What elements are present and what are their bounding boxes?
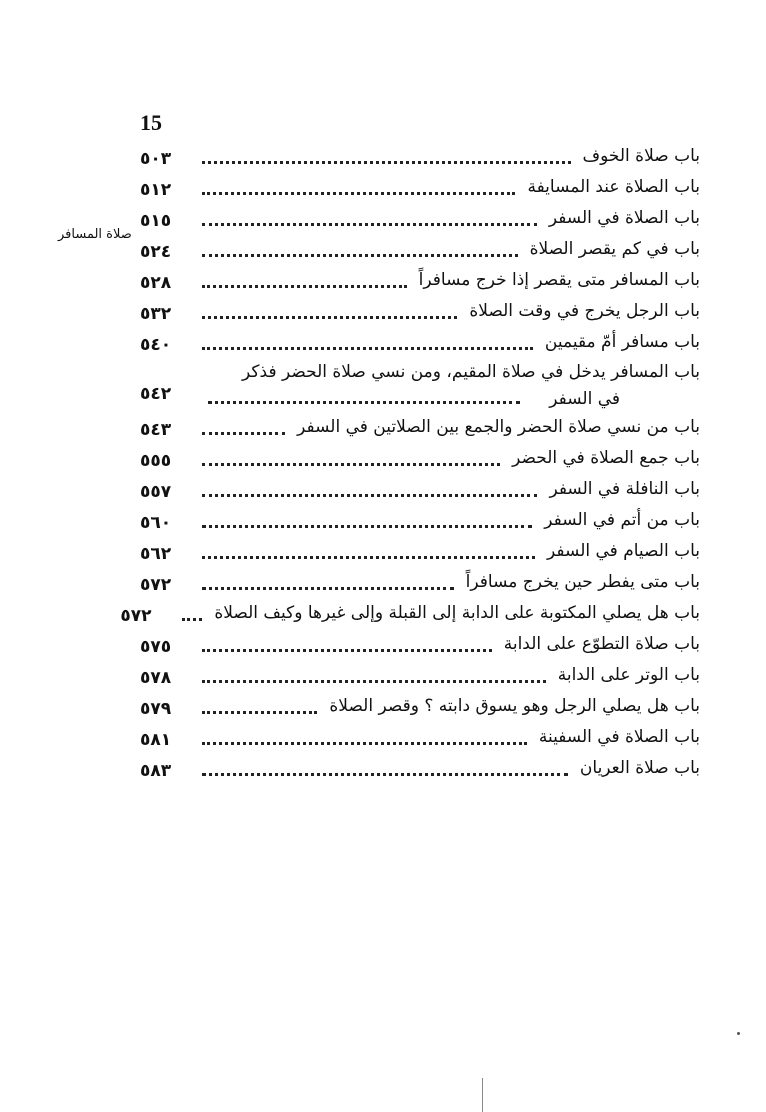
entry-title: باب صلاة العريان <box>579 758 700 778</box>
dot-leader <box>202 587 454 590</box>
entry-title: باب صلاة التطوّع على الدابة <box>503 634 700 654</box>
entry-title: باب الصيام في السفر <box>547 541 700 561</box>
toc-entry <box>140 507 700 538</box>
entry-page: ٥٧٢ <box>140 575 172 595</box>
dot-leader <box>202 494 537 497</box>
dot-leader <box>202 223 537 226</box>
entry-title: باب هل يصلي المكتوبة على الدابة إلى القبلة وإلى غيرها وكيف الصلاة <box>214 603 700 623</box>
entry-page: ٥٧٨ <box>140 668 172 688</box>
dot-leader <box>202 773 568 776</box>
entry-title: باب متى يفطر حين يخرج مسافراً <box>465 572 700 592</box>
dot-leader <box>202 680 546 683</box>
entry-title: باب الوتر على الدابة <box>557 665 700 685</box>
entry-title: باب هل يصلي الرجل وهو يسوق دابته ؟ وقصر الصلاة <box>329 696 700 716</box>
margin-note: صلاة المسافر <box>58 227 132 242</box>
dot-leader <box>202 463 500 466</box>
dot-leader <box>202 432 285 435</box>
entry-title: باب المسافر متى يقصر إذا خرج مسافراً <box>418 270 700 290</box>
toc-entry <box>140 755 700 786</box>
toc-entry <box>140 205 700 236</box>
entry-title: باب في كم يقصر الصلاة <box>529 239 700 259</box>
toc-entry <box>140 569 700 600</box>
entry-page: ٥٢٨ <box>140 273 172 293</box>
entry-page: ٥٧٩ <box>140 699 172 719</box>
table-of-contents <box>120 143 700 786</box>
dot-leader <box>202 525 532 528</box>
dot-leader <box>182 618 202 621</box>
dot-leader <box>202 711 317 714</box>
entry-page: ٥٣٢ <box>140 304 172 324</box>
entry-page: ٥٤٢ <box>140 384 172 404</box>
entry-page: ٥٤٣ <box>140 420 172 440</box>
toc-entry <box>140 662 700 693</box>
entry-page: ٥٦٢ <box>140 544 172 564</box>
entry-title: باب من نسي صلاة الحضر والجمع بين الصلاتين في السفر <box>297 417 700 437</box>
scan-speck <box>737 1032 740 1035</box>
dot-leader <box>202 254 518 257</box>
entry-title-continued: في السفر <box>549 389 620 409</box>
entry-page: ٥٨٣ <box>140 761 172 781</box>
entry-title: باب الصلاة في السفينة <box>538 727 700 747</box>
toc-entry <box>140 360 700 414</box>
entry-page: ٥٢٤ <box>140 242 172 262</box>
toc-entry <box>140 174 700 205</box>
toc-entry <box>140 445 700 476</box>
toc-entry <box>140 693 700 724</box>
binding-line <box>482 1078 483 1112</box>
toc-entry <box>140 538 700 569</box>
entry-title: باب النافلة في السفر <box>549 479 700 499</box>
toc-entry <box>140 414 700 445</box>
dot-leader <box>202 192 515 195</box>
entry-title: باب صلاة الخوف <box>582 146 700 166</box>
entry-title: باب من أتم في السفر <box>544 510 700 530</box>
entry-title: باب الصلاة عند المسايفة <box>527 177 700 197</box>
toc-entry <box>140 476 700 507</box>
toc-entry <box>140 631 700 662</box>
dot-leader <box>202 556 535 559</box>
entry-page: ٥١٢ <box>140 180 172 200</box>
toc-entry <box>140 329 700 360</box>
entry-title: باب جمع الصلاة في الحضر <box>512 448 700 468</box>
entry-page: ٥٨١ <box>140 730 172 750</box>
dot-leader <box>202 316 457 319</box>
toc-entry <box>140 236 700 267</box>
toc-entry <box>140 267 700 298</box>
dot-leader <box>202 161 571 164</box>
entry-page: ٥٤٠ <box>140 335 172 355</box>
dot-leader <box>202 649 492 652</box>
entry-title: باب مسافر أمّ مقيمين <box>544 332 700 352</box>
entry-page: ٥٧٥ <box>140 637 172 657</box>
dot-leader <box>202 285 407 288</box>
entry-title: باب الصلاة في السفر <box>548 208 700 228</box>
dot-leader <box>202 742 527 745</box>
toc-entry <box>120 600 700 631</box>
toc-entry <box>140 298 700 329</box>
entry-page: ٥٠٣ <box>140 149 172 169</box>
toc-entry <box>140 143 700 174</box>
entry-page: ٥١٥ <box>140 211 172 231</box>
dot-leader <box>208 401 520 404</box>
entry-page: ٥٥٧ <box>140 482 172 502</box>
dot-leader <box>202 347 533 350</box>
entry-title: باب الرجل يخرج في وقت الصلاة <box>469 301 700 321</box>
entry-page: ٥٦٠ <box>140 513 172 533</box>
toc-entry <box>140 724 700 755</box>
entry-page: ٥٥٥ <box>140 451 172 471</box>
page-number: 15 <box>140 110 162 135</box>
entry-title: باب المسافر يدخل في صلاة المقيم، ومن نسي صلاة الحضر فذكر <box>242 362 700 382</box>
entry-page: ٥٧٢ <box>120 606 152 626</box>
